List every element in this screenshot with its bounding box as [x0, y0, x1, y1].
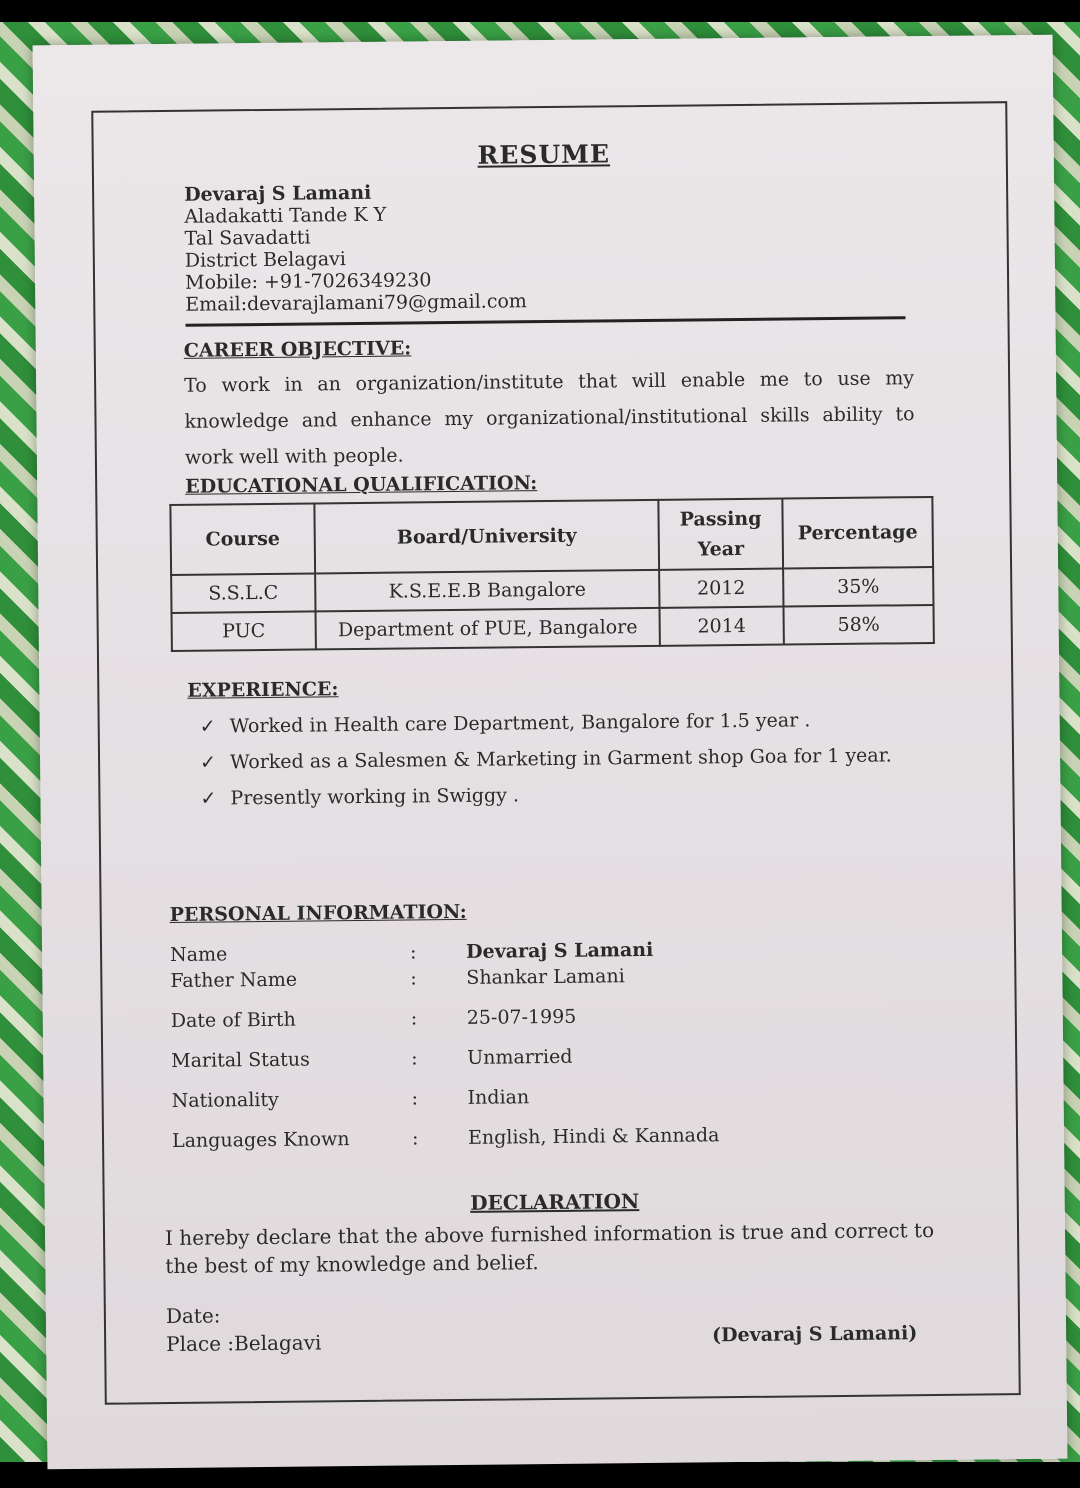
- resume-content: [33, 35, 1068, 1470]
- career-objective-text: To work in an organization/institute that will enable me to use my knowledge and enhance my organizational/institutional skills ability to work well with people.: [184, 367, 915, 469]
- signature-name: (Devaraj S Lamani): [712, 1322, 918, 1347]
- personal-value: 25-07-1995: [466, 1005, 577, 1029]
- table-cell: Department of PUE, Bangalore: [316, 608, 660, 650]
- table-header-cell: Percentage: [782, 497, 933, 569]
- personal-colon: :: [409, 941, 417, 964]
- personal-label: Nationality: [171, 1088, 279, 1112]
- education-heading: EDUCATIONAL QUALIFICATION:: [185, 472, 538, 498]
- address-line: Aladakatti Tande K Y: [184, 203, 387, 228]
- experience-heading: EXPERIENCE:: [187, 678, 339, 702]
- table-cell: 35%: [783, 567, 933, 607]
- list-item: ✓ Worked as a Salesmen & Marketing in Garment shop Goa for 1 year.: [200, 737, 940, 781]
- personal-value: English, Hindi & Kannada: [467, 1124, 720, 1149]
- personal-colon: :: [411, 1127, 419, 1150]
- table-header-cell: Board/University: [314, 500, 659, 574]
- personal-value: Shankar Lamani: [466, 965, 625, 989]
- place-label: Place :Belagavi: [166, 1330, 322, 1357]
- date-place-block: [166, 1300, 322, 1358]
- personal-label: Name: [169, 943, 228, 966]
- personal-info-heading: PERSONAL INFORMATION:: [169, 900, 467, 926]
- table-header-cell: Passing Year: [658, 499, 783, 570]
- list-item: ✓ Worked in Health care Department, Bangalore for 1.5 year .: [200, 701, 940, 745]
- personal-colon: :: [411, 1047, 418, 1070]
- resume-title: RESUME: [477, 139, 611, 170]
- table-cell: 58%: [783, 605, 933, 645]
- table-row: [172, 605, 934, 651]
- declaration-heading: DECLARATION: [470, 1189, 640, 1215]
- education-table: [169, 496, 935, 652]
- resume-paper: [33, 35, 1068, 1470]
- personal-label: Languages Known: [171, 1128, 350, 1152]
- personal-colon: :: [411, 1087, 419, 1110]
- personal-value: Indian: [467, 1086, 530, 1109]
- list-item: ✓ Presently working in Swiggy .: [200, 773, 940, 817]
- personal-label: Father Name: [170, 968, 298, 992]
- table-header-row: [170, 497, 933, 575]
- mobile-number: Mobile: +91-7026349230: [184, 269, 432, 294]
- table-cell: 2014: [659, 607, 783, 646]
- personal-value: Unmarried: [467, 1045, 573, 1069]
- personal-colon: :: [410, 1007, 418, 1030]
- table-cell: PUC: [172, 611, 316, 651]
- declaration-text: I hereby declare that the above furnished information is true and correct to the best of my knowledge and belief.: [164, 1218, 935, 1279]
- table-cell: K.S.E.E.B Bangalore: [315, 570, 659, 612]
- address-line: Tal Savadatti: [184, 226, 311, 250]
- personal-label: Date of Birth: [170, 1008, 296, 1032]
- table-header-cell: Course: [170, 503, 315, 575]
- contact-block: [184, 180, 527, 316]
- address-line: District Belagavi: [184, 248, 347, 272]
- email-address: Email:devarajlamani79@gmail.com: [185, 290, 527, 316]
- experience-list: [200, 701, 941, 817]
- table-cell: S.S.L.C: [171, 573, 315, 613]
- personal-label: Marital Status: [171, 1048, 310, 1072]
- date-label: Date:: [165, 1303, 221, 1329]
- career-objective-heading: CAREER OBJECTIVE:: [183, 337, 412, 362]
- header-divider: [185, 316, 905, 327]
- candidate-name: Devaraj S Lamani: [184, 181, 372, 206]
- table-cell: 2012: [659, 569, 783, 608]
- personal-value: Devaraj S Lamani: [465, 938, 654, 963]
- personal-colon: :: [410, 967, 417, 990]
